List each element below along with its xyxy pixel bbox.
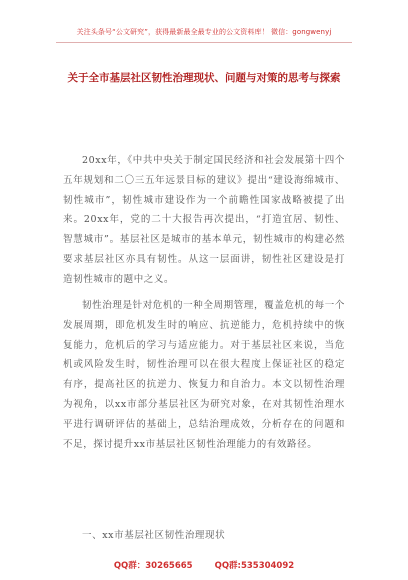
qq-footer (0, 559, 408, 571)
section-heading: 一、xx市基层社区韧性治理现状 (82, 530, 226, 541)
document-title: 关于全市基层社区韧性治理现状、问题与对策的思考与探索 (67, 72, 341, 84)
body-paragraph: 20xx年，《中共中央关于制定国民经济和社会发展第十四个五年规划和二〇三五年远景目标的建议》提出“建设海绵城市、韧性城市”，韧性城市建设作为一个前瞻性国家战略被提了出来。20xx年，党的二十大报告再次提出，“打造宜居、韧性、智慧城市”。基层社区是城市的基本单元，韧性城市的构建必然要求基层社区亦具有韧性。从这一层面讲，韧性社区建设是打造韧性城市的题中之义。 (63, 155, 345, 285)
header-divider (56, 42, 352, 43)
qq-group-2: QQ群:535304092 (214, 561, 295, 571)
body-paragraph: 韧性治理是针对危机的一种全周期管理，覆盖危机的每一个发展周期，即危机发生时的响应、抗逆能力，危机持续中的恢复能力，危机后的学习与适应能力。对于基层社区来说，当危机或风险发生时，韧性治理可以在很大程度上保证社区的稳定有序，提高社区的抗逆力、恢复力和自治力。本文以韧性治理为视角，以xx市部分基层社区为研究对象，在对其韧性治理水平进行调研评估的基础上，总结治理成效，分析存在的问题和不足，探讨提升xx市基层社区韧性治理能力的有效路径。 (63, 300, 345, 450)
qq-group-1: QQ群：30265665 (113, 561, 193, 571)
promo-header: 关注头条号“公文研究”，获得最新最全最专业的公文资料库！ 微信：gongwenyj (76, 28, 332, 36)
